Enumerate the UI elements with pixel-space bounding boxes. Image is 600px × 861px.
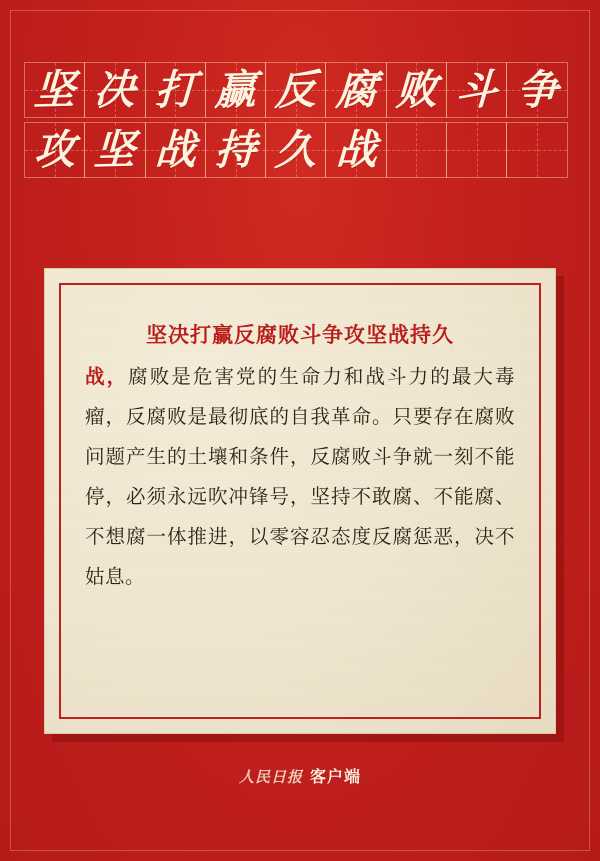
headline-cell [446,62,507,118]
headline-glyph: 决 [93,64,137,115]
headline-glyph: 久 [274,124,318,175]
card-body-text: 腐败是危害党的生命力和战斗力的最大毒瘤，反腐败是最彻底的自我革命。只要存在腐败问题产生的土壤和条件，反腐败斗争就一刻不能停，必须永远吹冲锋号，坚持不敢腐、不能腐、不想腐一体推进，以零容忍态度反腐惩恶，决不姑息。 [85,365,515,588]
card-title: 坚决打赢反腐败斗争攻坚战持久 [146,322,454,347]
headline-cell [325,122,386,178]
headline-glyph: 坚 [33,64,77,115]
footer-branding [0,762,600,792]
headline-cell [84,122,145,178]
grid-hline [447,150,506,151]
headline-glyph: 赢 [213,64,258,115]
headline-cell [506,62,567,118]
card-lead: 战， [85,365,129,388]
headline-glyph: 持 [213,124,258,175]
card-paragraph [85,357,515,597]
headline-cell [24,122,85,178]
headline-cell-empty [386,122,447,178]
headline-glyph: 败 [394,64,439,115]
headline-glyph: 斗 [455,64,499,115]
headline-glyph: 攻 [33,124,77,175]
card-body [85,315,515,693]
card-paper [44,268,556,734]
headline-glyph: 腐 [334,64,378,115]
headline-cell [325,62,386,118]
headline-line-2 [24,122,576,178]
headline-cell [145,62,206,118]
headline-cell [145,122,206,178]
app-label: 客户端 [310,767,362,786]
quote-card [44,268,556,734]
headline-cell [386,62,447,118]
peoples-daily-logo: 人民日报 [238,767,303,786]
headline-glyph: 争 [515,64,559,115]
headline-glyph: 战 [334,124,378,175]
grid-hline [387,150,446,151]
headline-cell-empty [446,122,507,178]
grid-hline [507,150,566,151]
headline-cell [205,62,266,118]
headline-cell [84,62,145,118]
headline-cell [24,62,85,118]
headline-cell [265,62,326,118]
headline-glyph: 反 [274,64,318,115]
headline-glyph: 战 [153,124,197,175]
headline-cell-empty [506,122,567,178]
headline-glyph: 坚 [93,124,137,175]
headline-calligraphy [24,62,576,178]
headline-line-1 [24,62,576,118]
headline-cell [265,122,326,178]
headline-cell [205,122,266,178]
headline-glyph: 打 [153,64,197,115]
